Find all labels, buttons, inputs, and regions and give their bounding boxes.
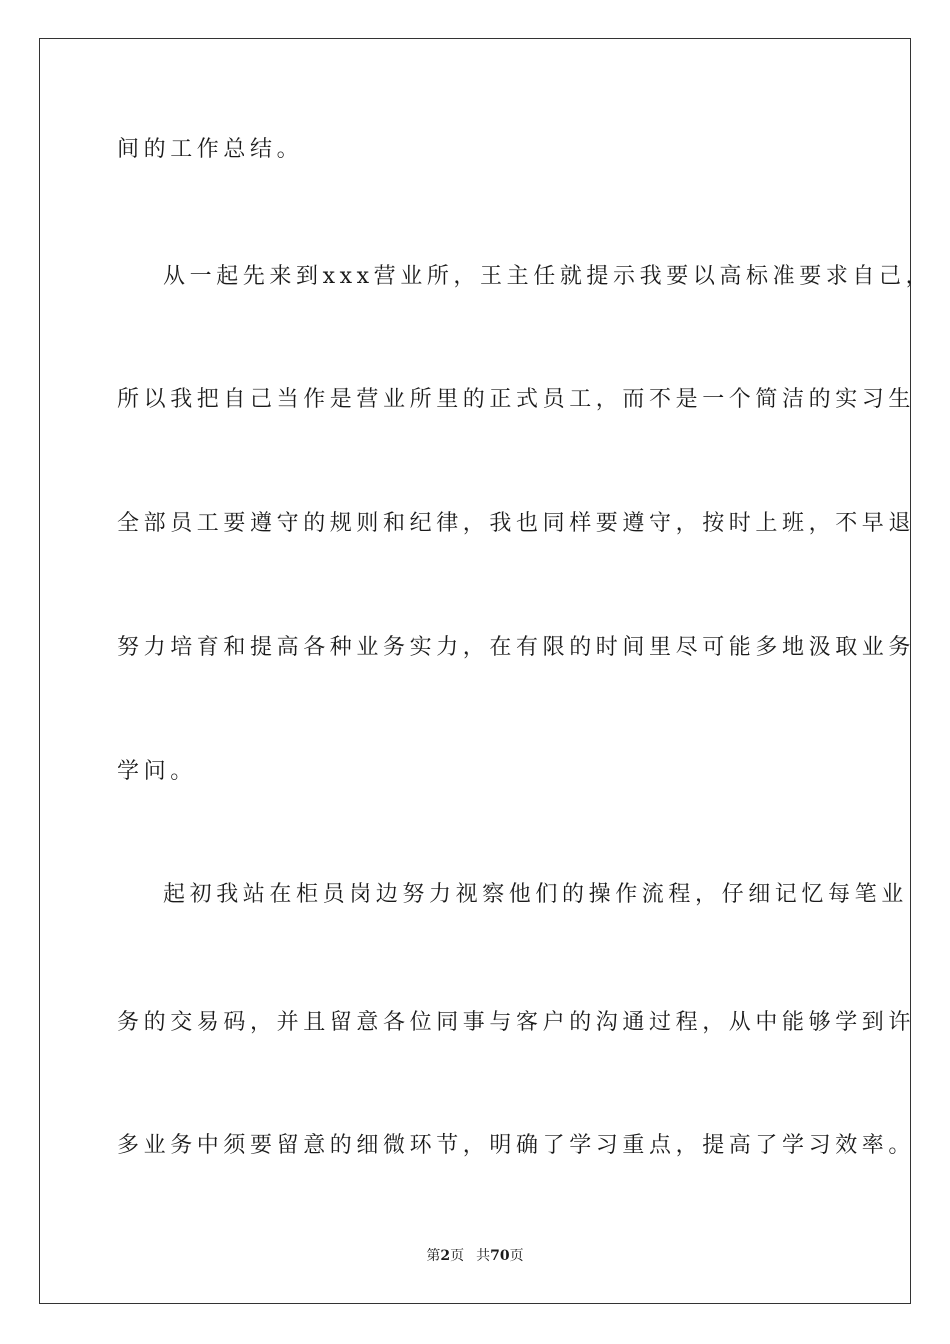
text-line: 多业务中须要留意的细微环节，明确了学习重点，提高了学习效率。 (117, 1133, 916, 1158)
text-line: 努力培育和提高各种业务实力，在有限的时间里尽可能多地汲取业务 (117, 635, 916, 660)
text-line: 务的交易码，并且留意各位同事与客户的沟通过程，从中能够学到许 (117, 1010, 916, 1035)
paragraph-first-line: 从一起先来到xxx营业所，王主任就提示我要以高标准要求自己， (163, 264, 933, 289)
text-line: 所以我把自己当作是营业所里的正式员工，而不是一个简洁的实习生 (117, 387, 916, 412)
page-prefix: 第 (426, 1248, 441, 1264)
page-border (39, 38, 911, 1304)
total-suffix: 页 (509, 1248, 524, 1264)
page-footer (0, 1246, 950, 1266)
page-number: 2 (440, 1248, 451, 1264)
total-pages: 70 (490, 1248, 510, 1264)
text-line: 全部员工要遵守的规则和纪律，我也同样要遵守，按时上班，不早退 (117, 511, 916, 536)
page-suffix: 页 (450, 1248, 465, 1264)
paragraph-first-line: 起初我站在柜员岗边努力视察他们的操作流程，仔细记忆每笔业 (163, 882, 908, 907)
total-prefix: 共 (476, 1248, 491, 1264)
text-line: 间的工作总结。 (117, 137, 304, 162)
text-line: 学问。 (117, 759, 197, 784)
